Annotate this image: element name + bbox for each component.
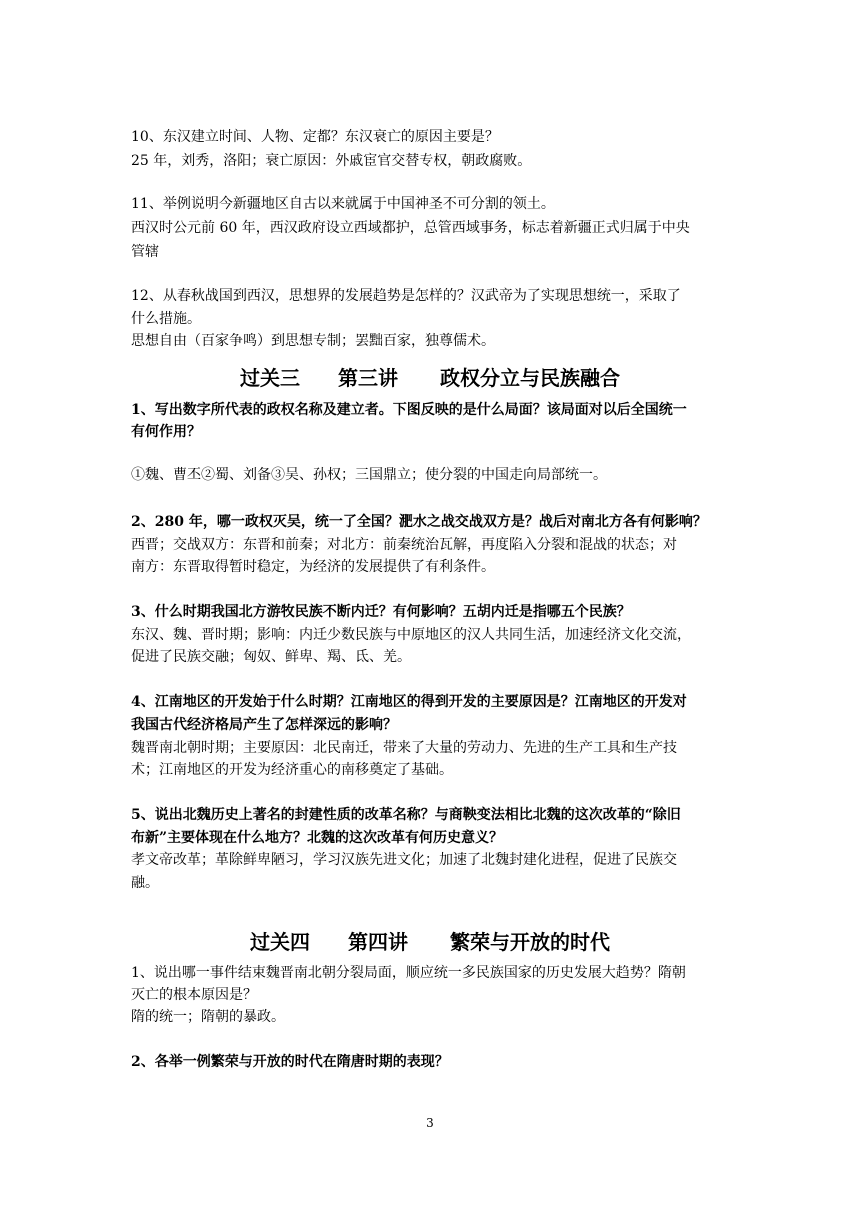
heading-4-topic: 繁荣与开放的时代 <box>450 930 610 954</box>
answer-10: 25 年，刘秀，洛阳；衰亡原因：外戚宦官交替专权，朝政腐败。 <box>131 153 532 169</box>
s3-answer-2-line2: 南方：东晋取得暂时稳定，为经济的发展提供了有利条件。 <box>131 559 495 575</box>
s3-answer-2-line1: 西晋；交战双方：东晋和前秦；对北方：前秦统治瓦解，再度陷入分裂和混战的状态；对 <box>131 537 677 553</box>
s3-question-4-line1: 4、江南地区的开发始于什么时期？江南地区的得到开发的主要原因是？江南地区的开发对 <box>131 694 687 710</box>
s3-answer-3-line1: 东汉、魏、晋时期；影响：内迁少数民族与中原地区的汉人共同生活，加速经济文化交流， <box>131 627 691 643</box>
s4-question-2: 2、各举一例繁荣与开放的时代在隋唐时期的表现？ <box>131 1054 449 1070</box>
question-10: 10、东汉建立时间、人物、定都？东汉衰亡的原因主要是？ <box>131 129 499 145</box>
answer-11-line1: 西汉时公元前 60 年，西汉政府设立西域都护，总管西域事务，标志着新疆正式归属于中央 <box>131 220 690 236</box>
s3-question-4-line2: 我国古代经济格局产生了怎样深远的影响？ <box>131 717 397 733</box>
answer-11-line2: 管辖 <box>131 244 159 260</box>
question-12-line1: 12、从春秋战国到西汉，思想界的发展趋势是怎样的？汉武帝为了实现思想统一，采取了 <box>131 288 681 304</box>
s3-question-1-line2: 有何作用？ <box>131 424 201 440</box>
s3-answer-4-line2: 术；江南地区的开发为经济重心的南移奠定了基础。 <box>131 762 453 778</box>
section-heading-4 <box>0 926 860 955</box>
heading-4-part: 过关四 <box>250 930 310 954</box>
s3-answer-5-line1: 孝文帝改革；革除鲜卑陋习，学习汉族先进文化；加速了北魏封建化进程，促进了民族交 <box>131 852 677 868</box>
s3-question-5-line1: 5、说出北魏历史上著名的封建性质的改革名称？与商鞅变法相比北魏的这次改革的“除旧 <box>131 807 681 823</box>
heading-3-part: 过关三 <box>240 366 300 390</box>
s3-answer-1: ①魏、曹丕②蜀、刘备③吴、孙权；三国鼎立；使分裂的中国走向局部统一。 <box>131 467 607 483</box>
s4-question-1-line2: 灭亡的根本原因是？ <box>131 987 257 1003</box>
s3-answer-4-line1: 魏晋南北朝时期；主要原因：北民南迁，带来了大量的劳动力、先进的生产工具和生产技 <box>131 740 677 756</box>
page-number: 3 <box>426 1116 434 1130</box>
heading-3-lecture: 第三讲 <box>338 366 398 390</box>
question-12-line2: 什么措施。 <box>131 311 201 327</box>
heading-3-topic: 政权分立与民族融合 <box>440 366 620 390</box>
s3-answer-5-line2: 融。 <box>131 875 159 891</box>
s3-question-1-line1: 1、写出数字所代表的政权名称及建立者。下图反映的是什么局面？该局面对以后全国统一 <box>131 402 687 418</box>
s3-answer-3-line2: 促进了民族交融；匈奴、鲜卑、羯、氐、羌。 <box>131 649 411 665</box>
s3-question-5-line2: 布新”主要体现在什么地方？北魏的这次改革有何历史意义？ <box>131 830 504 846</box>
question-11: 11、举例说明今新疆地区自古以来就属于中国神圣不可分割的领土。 <box>131 196 555 212</box>
s4-question-1-line1: 1、说出哪一事件结束魏晋南北朝分裂局面，顺应统一多民族国家的历史发展大趋势？隋朝 <box>131 965 686 981</box>
heading-4-lecture: 第四讲 <box>348 930 408 954</box>
s3-question-2: 2、280 年，哪一政权灭吴，统一了全国？淝水之战交战双方是？战后对南北方各有何影响？ <box>131 514 707 530</box>
s4-answer-1: 隋的统一；隋朝的暴政。 <box>131 1009 285 1025</box>
answer-12: 思想自由（百家争鸣）到思想专制；罢黜百家，独尊儒术。 <box>131 333 495 349</box>
s3-question-3: 3、什么时期我国北方游牧民族不断内迁？有何影响？五胡内迁是指哪五个民族？ <box>131 604 631 620</box>
section-heading-3 <box>0 362 860 391</box>
